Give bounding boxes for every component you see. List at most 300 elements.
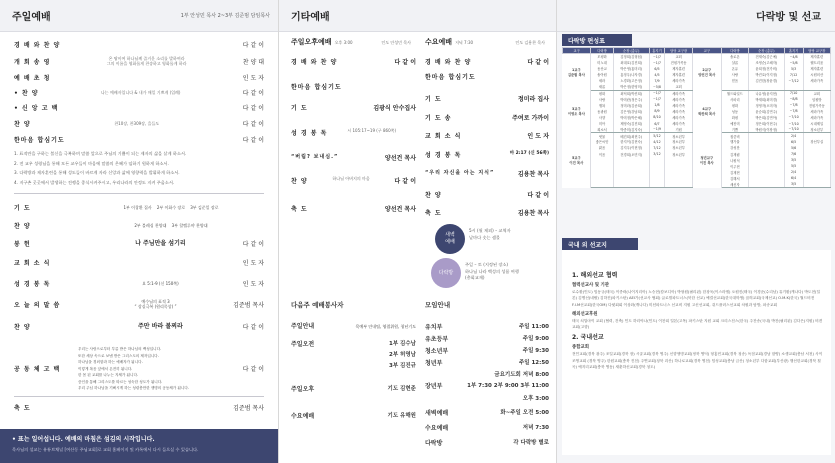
table-cell: ~7/12 — [784, 78, 803, 84]
table-cell: 기원 — [665, 127, 692, 133]
wednesday-row — [425, 113, 549, 122]
mission-partners-title: 협력선교사 및 기관 — [572, 283, 609, 288]
order-spacer — [461, 131, 527, 140]
table-cell: 5/12 — [649, 133, 665, 139]
table-cell: 정은희(이현주) — [749, 121, 785, 127]
table-cell: 맑음 — [591, 145, 614, 151]
mission-support-title: 해외선교후원 — [572, 311, 598, 317]
order-spacer — [442, 208, 518, 217]
meet-label: 청소년부 — [425, 348, 449, 355]
table-cell: 6/5 — [649, 66, 665, 72]
darakbang-info: 주일 – 토 (지정된 장소) 하나님 나라 백성의 성품 여행 (총회교재) — [465, 262, 519, 281]
table-cell: 박원식(이장정) — [749, 127, 785, 133]
order-leader: 김용찬 목사 — [517, 171, 549, 178]
order-leader: 김용찬 목사 — [517, 210, 549, 217]
order-label: 찬 양 — [14, 324, 31, 331]
order-label: 성 경 봉 독 — [425, 152, 462, 159]
page-title: 기타예배 — [291, 12, 330, 23]
meet-row — [425, 334, 549, 343]
table-cell: 믿음 — [721, 78, 748, 84]
next-row — [291, 321, 416, 332]
meet-label: 새벽예배 — [425, 410, 449, 417]
table-cell: 2/4 — [784, 169, 803, 175]
order-label: 봉 헌 — [14, 241, 31, 248]
order2-row-7 — [14, 346, 264, 392]
order-detail: 나는 예배자입니다 & 내가 매일 기쁘게 (입례) — [100, 90, 181, 95]
order-leader: 다 같 이 — [527, 59, 549, 66]
mission-title: 국내 외 선교지 — [562, 238, 638, 250]
next-title: 다음주 예배봉사자 — [291, 301, 344, 309]
wednesday-row — [425, 131, 549, 140]
table-cell: 예찬미 — [721, 121, 748, 127]
order-label: 교 회 소 식 — [14, 260, 51, 267]
table-cell: 교회 — [665, 54, 692, 60]
meet-value: 주일 12:50 — [518, 360, 549, 366]
table-cell: 배건희(최현주) — [613, 133, 649, 139]
order-label: 찬 양 — [291, 178, 308, 185]
table-cell: 2/4 — [784, 133, 803, 139]
order-label: “버림? 보내심.” — [291, 154, 339, 160]
meet-value: 금요기도회 저녁 8:00 — [494, 372, 549, 378]
service-name: 수요예배 — [425, 38, 453, 46]
order-row-2 — [14, 73, 264, 82]
order-label: • 찬 양 — [14, 90, 39, 97]
order-detail: 찬10장, 찬309장, 을들도 — [114, 121, 160, 126]
table-cell: 새롬 — [591, 84, 614, 90]
table-cell — [749, 181, 785, 187]
meet-label: 수요예배 — [425, 425, 449, 432]
table-cell: ~5/8 — [784, 60, 803, 66]
mission-overseas: 1. 해외선교 협력 — [572, 272, 618, 279]
table-cell: 5/6 — [784, 145, 803, 151]
table-cell: 나유영(윤지현) — [749, 90, 785, 96]
table-cell: ~4/8 — [784, 54, 803, 60]
page-header — [279, 0, 556, 32]
table-cell — [649, 181, 665, 187]
page-title: 다락방 및 선교 — [756, 12, 821, 23]
table-cell: 세라가족 — [665, 102, 692, 108]
table-cell: 평화 — [721, 102, 748, 108]
order-detail: 예수님의 표적 3 “ 상실극복 (원리묵상) ” — [134, 299, 177, 309]
order-detail: 나 주님만을 섬기리 — [135, 240, 186, 247]
table-cell: 김재현 — [721, 169, 748, 175]
order-leader: 인 도 자 — [242, 75, 264, 82]
next-row — [291, 384, 416, 395]
table-cell: 화평 — [721, 114, 748, 120]
table-header-cell: 홈지기 — [649, 48, 665, 54]
afternoon-header — [291, 37, 411, 47]
next-label: 주일오전 — [291, 341, 315, 348]
order-spacer — [338, 153, 385, 162]
table-cell: 샬롬 — [721, 60, 748, 66]
table-cell: 새신자 — [721, 181, 748, 187]
table-cell — [665, 181, 692, 187]
meet-label: 장년부 — [425, 383, 443, 390]
meet-row — [425, 370, 549, 378]
order2-row-2 — [14, 239, 264, 248]
order-label: 경 배 와 찬 양 — [425, 59, 472, 66]
order-row-3 — [14, 88, 264, 97]
table-cell: 월드와일드 — [721, 90, 748, 96]
order-label: 축 도 — [14, 405, 31, 412]
table-header-cell: 교구 — [563, 48, 591, 54]
table-cell: 이주현 — [721, 163, 748, 169]
table-cell: 7/12 — [784, 72, 803, 78]
table-cell: ~5/8 — [649, 84, 665, 90]
order-label: 성 경 봉 독 — [14, 281, 51, 288]
table-cell: 최덕희(박진희) — [613, 90, 649, 96]
mission-domestic-list: 전인교회(경북 광주) 조일교회(경북 장) 시골교회(경북 영주) 신향생명교회(정북 영덕) 형홍민교회(경북 청송) 독점교회(경남 함양) 소생교회(충남 서천) 사이조영교회 (경북 영주) 한원교회(충북 진천) 주연교회(청북 괴산) 하나로교회(경북 영천) 임성교회(충남 금산) 청소년부 다함교회(부산광) 행선한교회(경북 칠곡) 예지리교회(충북 영동) 새춘하신교회(경북 청도) — [572, 352, 823, 370]
table-cell: 미아 — [591, 121, 614, 127]
table-cell: 박은영(홍미리) — [613, 66, 649, 72]
table-cell: 제자훈련 — [665, 72, 692, 78]
dawn-worship-badge: 새벽 예배 — [435, 224, 465, 254]
table-cell: 3/12 — [649, 151, 665, 157]
table-cell: 시원의산 — [803, 72, 830, 78]
order-leader: 다 같 이 — [527, 192, 549, 199]
mission-partners: 로수환(인도) 임동규(태국) 이종락(나이지리아) 노승현(캄보디아) 박형원(필리핀) 한창욱(이스라엘) 오원진(태국) 이경준(수리남) 유기환(캐나다) 박도현(일본) 김병선(네팔) 김하진(파키스탄) AEI가(선교사 협회) 글로벌파트너스(북한 선교) 예결선교회(한국대학생) 꿈의교회(국제선교) O.M.K(한국) 월드비전 F.I.M선교회(한국OM) 다윗회회 이상화(캐나다) 미션파트너스 선교비 지원 고신선교회, 쥐드플러스선교회 차원과 탐방, 파송교회 — [572, 290, 821, 307]
table-row — [563, 90, 831, 96]
gu-cell: 2교구 양선건 목사 — [692, 54, 721, 91]
order-leader: 찬 양 대 — [242, 58, 264, 66]
afternoon-row — [291, 57, 416, 66]
order-detail: 시 105:17~19 (구 860쪽) — [347, 128, 397, 133]
table-cell: 1/8 — [649, 102, 665, 108]
order-row-1 — [14, 56, 264, 66]
order-label: 축 도 — [291, 206, 308, 213]
service-leader: 인도 김용찬 목사 — [515, 40, 545, 45]
table-cell: ~1/7 — [649, 60, 665, 66]
gu-cell: 1교구 김준범 목사 — [563, 54, 591, 91]
order-label: 찬 양 — [14, 223, 31, 230]
table-cell: 5/5 — [784, 163, 803, 169]
table-cell: 김정희(김형섭) — [613, 54, 649, 60]
order-leader: 양선건 목사 — [384, 155, 416, 162]
order-detail: 1부 이창환 집사 2부 이화수 장로 3부 김준일 장로 — [123, 205, 219, 210]
table-cell — [803, 181, 830, 187]
mission-domestic-title: 종합교회 — [572, 345, 589, 351]
order-leader: 마 2:17 (신 56쪽) — [509, 151, 549, 156]
meet-title: 모임안내 — [425, 301, 451, 309]
footer-subtext: 목사님의 설교는 유튜브채널 [여산동 주님교회]로 교회 홈페이지 및 카톡에서 다시 들으실 수 있습니다. — [12, 447, 199, 452]
order-leader: 다 같 이 — [242, 137, 264, 144]
table-cell: 사랑 — [591, 96, 614, 102]
table-cell: 최대호(김진희) — [613, 60, 649, 66]
order-row-0 — [14, 40, 264, 49]
wednesday-row — [425, 190, 549, 199]
next-value: 1부 김수남 2부 허영남 3부 김진규 — [389, 341, 416, 369]
mission-support: 태국 치앙마이 교회 (협력, 건축) 인도 하리야나(인도) 이찬희 일본(고목) 파키스탄 지원 교회 크리스천스(한국) 주찬송(국내) 박찬(필리핀) 김다은(지원) 비젼교회(고향) — [572, 318, 823, 330]
table-cell: 박종미(김지숙) — [613, 127, 649, 133]
order-label: 한마음 합심기도 — [14, 137, 65, 144]
meet-label: 유초등부 — [425, 336, 449, 343]
order-spacer — [471, 57, 527, 66]
order-leader: 김광식 안수집사 — [373, 105, 416, 112]
order-label: 예 배 초 청 — [14, 75, 51, 82]
order-leader: 다 같 이 — [242, 324, 264, 331]
footer-headline: • 표는 일어섭니다. 예배의 마침은 섬김의 시작입니다. — [12, 436, 155, 443]
order-leader: 주여로 가까이 — [512, 115, 549, 122]
meet-value: 각 다락방 별로 — [513, 440, 549, 446]
order-detail: 요 5:1-9 (신 150쪽) — [142, 281, 179, 286]
table-cell: 집중비 — [721, 133, 748, 139]
order2-row-6 — [14, 322, 264, 331]
table-cell: 김은영(강남희) — [613, 108, 649, 114]
table-cell: 성동 — [721, 108, 748, 114]
darakbang-table — [562, 47, 831, 188]
table-cell: 한지이(김현숙) — [613, 139, 649, 145]
wednesday-row — [425, 150, 549, 159]
gu-cell: 4교구 박찬희 목사 — [692, 90, 721, 133]
afternoon-row — [291, 153, 416, 162]
table-cell: 온유 — [721, 66, 748, 72]
next-label: 수요예배 — [291, 413, 315, 420]
table-cell: ~7/8 — [784, 102, 803, 108]
order-row-6 — [14, 135, 264, 144]
table-cell: 제영숙(김진희) — [613, 121, 649, 127]
page-other-worship — [278, 0, 556, 463]
table-cell: 세라가족 — [665, 78, 692, 84]
order-detail: 우리는 사랑으로부터 부름 받은 하나님의 백성입니다. 또한 세상 속으로 보냄 받은 그리스도의 제자입니다. 하나님을 경외함과 하는 예배자가 됩니다. 이렇게 복음 앞에서 온전히 됩니다. 한 몸 된 교회를 나누는 지체가 됩니다. 증인을 통해 그리스도를 따르는 성숙한 성도가 됩니다. 우리 주님 하나님을 기뻐시게 하는 성령충만한 생명의 공동체가 됩니다. — [78, 347, 189, 390]
table-cell: 세라 — [591, 78, 614, 84]
table-cell: 3/5 — [784, 181, 803, 187]
table-cell: 8/9 — [649, 108, 665, 114]
table-cell: 노경화(고은정) — [613, 78, 649, 84]
order-spacer — [308, 204, 385, 213]
order-label: 기 도 — [291, 105, 308, 112]
next-value: 기도 유해원 — [387, 413, 416, 419]
table-cell: 7/9 — [649, 78, 665, 84]
table-cell: 전원가족동 — [803, 102, 830, 108]
wednesday-row — [425, 72, 549, 81]
next-value: 목예부 안내팀, 영접위원, 청년기도 — [355, 324, 416, 329]
table-cell: 4/5 — [649, 72, 665, 78]
table-cell: 3/5 — [784, 157, 803, 163]
order2-row-1 — [14, 221, 264, 230]
afternoon-row — [291, 82, 416, 91]
meet-value: 1부 7:30 2부 9:00 3부 11:00 — [467, 383, 549, 389]
meet-row — [425, 423, 549, 432]
table-cell: 청소년부 — [665, 133, 692, 139]
table-cell: 박진호(이지정) — [749, 72, 785, 78]
table-cell — [613, 181, 649, 187]
order-leader: 인 도 자 — [527, 133, 549, 140]
table-cell: 세라가족 — [665, 114, 692, 120]
order-leader: 다 같 이 — [242, 241, 264, 248]
table-cell: 김재림 — [721, 151, 748, 157]
table-cell: 정미라(김준희) — [613, 102, 649, 108]
table-cell: 전원가족동 — [665, 60, 692, 66]
order-detail: 주만 바라 볼찌라 — [138, 323, 183, 330]
table-cell: 제자훈련 — [803, 66, 830, 72]
wednesday-row — [425, 94, 549, 103]
table-cell: 정영자(오미자) — [749, 102, 785, 108]
table-cell: ~1/9 — [649, 127, 665, 133]
next-label: 주일안내 — [291, 323, 315, 330]
table-cell: 교회 — [665, 84, 692, 90]
afternoon-row — [291, 103, 416, 112]
table-cell: 이음 — [591, 151, 614, 157]
order-label: • 신 앙 고 백 — [14, 105, 59, 112]
wednesday-row — [425, 57, 549, 66]
meet-label — [425, 394, 459, 402]
table-cell: 전경희(오민지) — [613, 151, 649, 157]
next-row — [291, 339, 416, 372]
meet-label: 다락방 — [425, 440, 443, 447]
table-cell: 사랑 — [721, 72, 748, 78]
meet-row — [425, 381, 549, 390]
next-label: 주일오후 — [291, 386, 315, 393]
table-cell: 청소년부 — [665, 145, 692, 151]
service-name: 주일오후예배 — [291, 38, 332, 46]
table-cell: 6/5 — [784, 139, 803, 145]
table-cell: 미노대 — [591, 60, 614, 66]
order-leader: 다 같 이 — [242, 42, 264, 49]
order-leader: 다 같 이 — [394, 59, 416, 66]
gu-cell: 3교구 이영오 목사 — [563, 90, 591, 133]
table-cell: 강성찬 — [721, 145, 748, 151]
service-leader: 인도 안성민 목사 — [381, 40, 411, 45]
order-label: 기 도 — [425, 96, 442, 103]
service-time: 저녁 7:30 — [455, 40, 474, 45]
table-cell: 세라가족 — [665, 121, 692, 127]
order-detail: 하나님 아버지의 마음 — [332, 176, 370, 181]
gu-cell: 청년교구 이진 목사 — [692, 133, 721, 188]
meet-label: 유치부 — [425, 324, 443, 331]
order-label: 개 회 송 영 — [14, 58, 51, 66]
order2-row-4 — [14, 279, 264, 288]
order2-row-0 — [14, 203, 264, 212]
order-detail: 2부 블레싱 찬양대 3부 할렐루야 찬양대 — [134, 223, 208, 228]
order-label: 공 동 체 고 백 — [14, 366, 61, 374]
order2-row-5 — [14, 299, 264, 309]
table-cell: 솔로몬 — [721, 54, 748, 60]
order-label: 찬 양 — [14, 121, 31, 128]
table-cell: 청소년부 — [803, 127, 830, 133]
order-label: 오 늘 의 말 씀 — [14, 301, 61, 309]
table-cell: 제자훈련 — [803, 54, 830, 60]
order-spacer — [342, 82, 416, 91]
order-leader: 다 같 이 — [242, 105, 264, 112]
order-leader: 김준범 목사 — [233, 405, 264, 412]
table-cell: 5/3 — [784, 66, 803, 72]
table-header-cell: 교구 — [692, 48, 721, 54]
table-header-cell: 담당 교구장 — [803, 48, 830, 54]
table-cell: 솔아원 — [591, 72, 614, 78]
table-cell: 창선부실 — [803, 139, 830, 145]
order-leader: 김준범 목사 — [233, 301, 264, 309]
table-cell: 행복 — [591, 102, 614, 108]
table-cell: 세라가족 — [665, 108, 692, 114]
table-cell: 임원방 — [803, 96, 830, 102]
order-label: 한마음 합심기도 — [291, 84, 342, 91]
order-label: 경 배 와 찬 양 — [291, 59, 338, 66]
prayer-item: 3. 다락방과 제자훈련을 통해 성도들이 바르게 자라 신앙과 삶에 영향력을 발휘하게 하소서. — [14, 170, 180, 175]
table-cell: 평화 — [591, 90, 614, 96]
table-cell: 웰트리움 — [803, 60, 830, 66]
table-title: 다락방 편성표 — [562, 34, 632, 46]
table-cell: 동산교 — [591, 66, 614, 72]
divider — [14, 193, 264, 194]
prayer-item: 1. 표적만을 구하는 불신을 극복하며 말씀 앞으로 주님의 기쁨이 되는 제자의 삶을 살게 하소서. — [14, 151, 187, 156]
table-cell: ~1/7 — [649, 54, 665, 60]
table-cell: 7/12 — [649, 145, 665, 151]
table-cell: 세라가족 — [803, 78, 830, 84]
meet-row — [425, 346, 549, 355]
table-cell: 세라가족 — [803, 114, 830, 120]
table-cell: ~1/7 — [649, 96, 665, 102]
table-header-cell: 순장 (총무) — [749, 48, 785, 54]
table-cell: 세라가족 — [665, 90, 692, 96]
table-cell: 4/12 — [649, 139, 665, 145]
order-label: 기 도 — [14, 205, 31, 212]
mission-domestic: 2. 국내선교 — [572, 334, 604, 342]
table-cell: 전재숙(김근예) — [749, 54, 785, 60]
table-cell: 교회 — [803, 90, 830, 96]
table-cell: 6/4 — [784, 175, 803, 181]
table-cell: 세라가족 — [665, 96, 692, 102]
order-spacer — [461, 150, 509, 159]
gu-cell: 5교구 이진 목사 — [563, 133, 591, 188]
table-cell: 사파리 — [721, 96, 748, 102]
table-cell: 냇물 — [591, 133, 614, 139]
order-label: 교 회 소 식 — [425, 133, 462, 140]
order-leader: 다 같 이 — [242, 366, 264, 374]
meet-row — [425, 322, 549, 331]
table-cell: 홍정우(나자경) — [613, 72, 649, 78]
order-leader: 정미라 집사 — [517, 96, 549, 103]
table-cell: 김지우(이현정) — [613, 145, 649, 151]
meet-value: 저녁 7:30 — [522, 425, 549, 431]
next-row — [291, 411, 416, 422]
order-label: 경 배 와 찬 양 — [14, 42, 61, 49]
order-spacer — [442, 94, 518, 103]
meet-value: 화~주일 오전 5:00 — [500, 410, 549, 416]
order-spacer — [337, 57, 394, 66]
next-value: 기도 김현준 — [387, 386, 416, 392]
meet-row — [425, 358, 549, 367]
table-cell: 7/10 — [784, 90, 803, 96]
page-title: 주일예배 — [12, 12, 51, 23]
table-cell: 기쁨 — [721, 127, 748, 133]
wednesday-row — [425, 169, 549, 178]
table-cell: 청소년부 — [665, 151, 692, 157]
table-cell: 박미정(박은혜) — [613, 114, 649, 120]
order-leader: 다 같 이 — [394, 178, 416, 185]
meet-label — [425, 370, 459, 378]
prayer-item: 2. 전 교우 성령님을 통해 모든 교우들이 마음에 말씀의 은혜가 임하기 원하게 하소서. — [14, 160, 169, 166]
meet-value: 주일 11:00 — [518, 324, 549, 330]
meet-row — [425, 394, 549, 402]
table-cell: ~7/10 — [784, 127, 803, 133]
table-cell — [591, 181, 614, 187]
table-cell: 8/10 — [649, 114, 665, 120]
table-row — [563, 54, 831, 60]
table-cell: 박은정(한영미) — [613, 84, 649, 90]
afternoon-row — [291, 204, 416, 213]
table-header-cell: 순장 (총무) — [613, 48, 649, 54]
order-leader: 인 도 자 — [242, 260, 264, 267]
table-cell: 박은희(김연아) — [749, 114, 785, 120]
order-label: “우리 자신을 아는 지식” — [425, 170, 495, 176]
table-cell: 윤희정(전가비) — [749, 66, 785, 72]
table-cell: 사향 — [591, 114, 614, 120]
table-cell: ~7/10 — [784, 114, 803, 120]
order-spacer — [308, 103, 374, 112]
table-cell: 7/6 — [784, 151, 803, 157]
wednesday-row — [425, 208, 549, 217]
order2-row-8 — [14, 403, 264, 412]
